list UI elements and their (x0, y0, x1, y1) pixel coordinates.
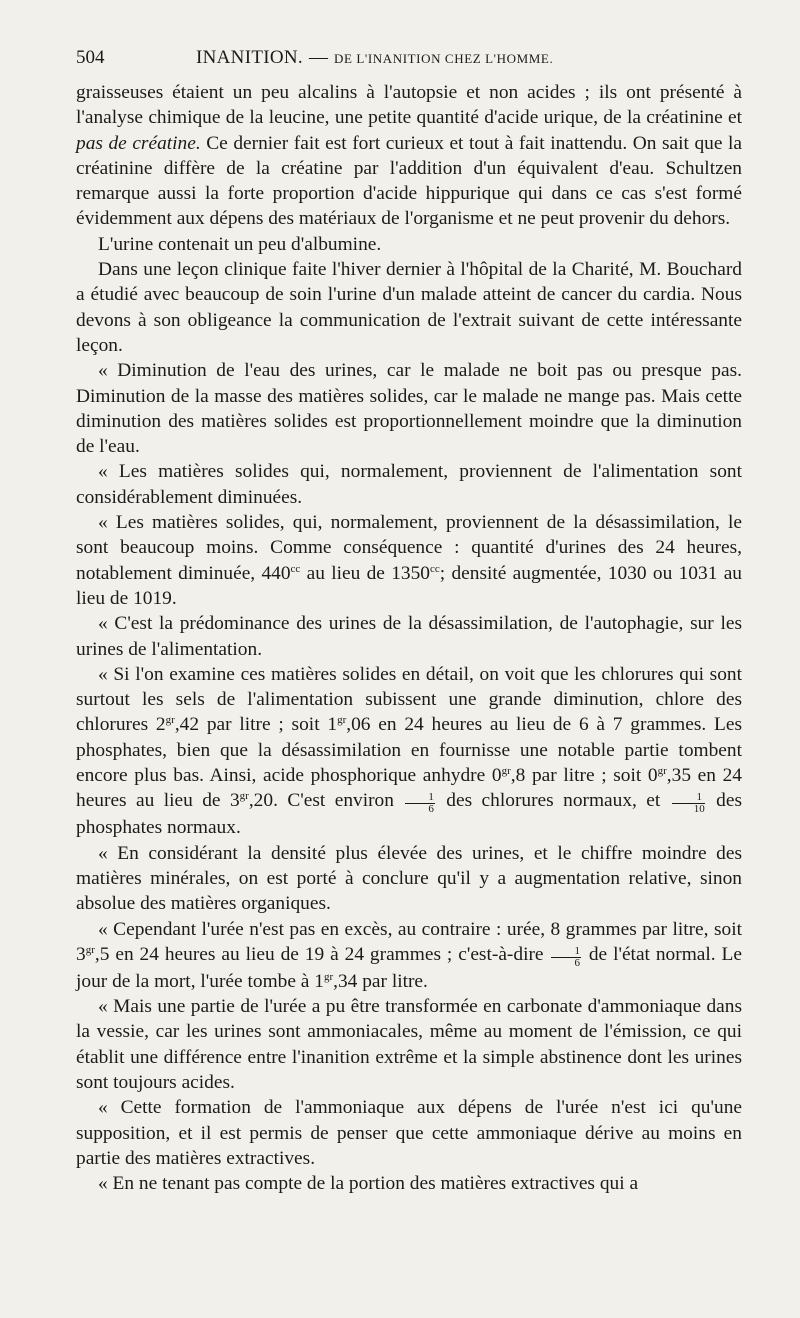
fraction-numerator: 1 (405, 792, 435, 804)
superscript-unit: gr (501, 765, 511, 778)
fraction (551, 946, 581, 969)
paragraph-10 (76, 917, 742, 995)
text-run: graisseuses étaient un peu alcalins à l'autopsie et non acides ; ils ont présenté à l'analyse chimique de la leucine, une petite quantité d'acide urique, de la créatinine et (76, 82, 742, 129)
paragraph-2: L'urine contenait un peu d'albumine. (98, 233, 382, 255)
text-run: ; densité augmentée, 1030 ou 1031 au lieu de 1019. (76, 562, 742, 609)
fraction-denominator: 10 (693, 803, 705, 816)
paragraph-9: « En considérant la densité plus élevée des urines, et le chiffre moindre des matières minérales, on est porté à conclure qu'il y a augmentation relative, sinon absolue des matières organiques. (76, 842, 742, 915)
paragraph-11: « Mais une partie de l'urée a pu être transformée en carbonate d'ammoniaque dans la vessie, car les urines sont ammoniacales, même au moment de l'émission, ce qui établit une différence entre l'inanition extrême et la simple abstinence dont les urines sont toujours acides. (76, 996, 742, 1093)
paragraph-13: « En ne tenant pas compte de la portion des matières extractives qui a (98, 1173, 639, 1195)
superscript-unit: gr (337, 714, 347, 727)
paragraph-3: Dans une leçon clinique faite l'hiver dernier à l'hôpital de la Charité, M. Bouchard a étudié avec beaucoup de soin l'urine d'un malade atteint de cancer du cardia. Nous devons à son obligeance la communication de l'extrait suivant de cette intéressante leçon. (76, 259, 742, 356)
superscript-unit: gr (165, 714, 175, 727)
paragraph-5: « Les matières solides qui, normalement, proviennent de l'alimentation sont considérablement diminuées. (76, 461, 742, 508)
body-text (76, 80, 742, 1196)
text-run: ,42 par litre ; soit 1 (174, 714, 338, 736)
fraction-denominator: 6 (574, 956, 580, 969)
superscript-unit: gr (239, 790, 249, 803)
fraction (405, 792, 435, 815)
text-run: Ce dernier fait est fort curieux et tout à fait inattendu. On sait que la créatinine diffère de la créatine par l'addition d'un équivalent d'eau. Schultzen remarque aussi la forte proportion d'acide hippurique qui dans ce cas s'est formé évidemment aux dépens des matériaux de l'organisme et ne peut provenir du dehors. (76, 132, 743, 230)
text-run: des chlorures normaux, et (436, 790, 670, 812)
paragraph-12: « Cette formation de l'ammoniaque aux dépens de l'urée n'est ici qu'une supposition, et il est permis de penser que cette ammoniaque dérive au moins en partie des matières extractives. (76, 1097, 742, 1169)
header-separator: — (308, 47, 328, 68)
superscript-unit: gr (657, 765, 667, 778)
page-number: 504 (76, 47, 105, 68)
paragraph-6 (76, 510, 742, 611)
text-run: « Cependant l'urée n'est pas en excès, au contraire : urée, 8 grammes par litre, soit 3 (76, 918, 742, 965)
text-run: des phosphates normaux. (76, 790, 742, 839)
paragraph-1 (76, 80, 742, 232)
superscript-unit: gr (323, 970, 334, 983)
running-title: INANITION. (196, 47, 303, 68)
running-subtitle: DE L'INANITION CHEZ L'HOMME. (333, 51, 554, 66)
superscript-unit: cc (430, 562, 440, 575)
italic-text: pas de créatine. (76, 132, 201, 154)
text-run: de l'état normal. Le jour de la mort, l'urée tombe à 1 (76, 943, 742, 992)
fraction-numerator: 1 (551, 946, 581, 958)
text-run: ,8 par litre ; soit 0 (510, 765, 658, 787)
text-run: ,35 en 24 heures au lieu de 3 (76, 765, 742, 812)
fraction-numerator: 1 (672, 792, 705, 804)
text-run: ,5 en 24 heures au lieu de 19 à 24 grammes ; c'est-à-dire (94, 943, 550, 965)
text-run: au lieu de 1350 (300, 562, 430, 584)
text-run: « Si l'on examine ces matières solides en détail, on voit que les chlorures qui sont surtout les sels de l'alimentation subissent une grande diminution, chlore des chlorures 2 (76, 663, 742, 736)
text-run: ,06 en 24 heures au lieu de 6 à 7 grammes. Les phosphates, bien que la désassimilation en fournisse une notable partie tombent encore plus bas. Ainsi, acide phosphorique anhydre 0 (76, 714, 742, 787)
text-run: « Les matières solides, qui, normalement, proviennent de la désassimilation, le sont beaucoup moins. Comme conséquence : quantité d'urines des 24 heures, notablement diminuée, 440 (76, 512, 742, 584)
running-header (76, 46, 746, 71)
text-run: ,34 par litre. (333, 970, 428, 992)
text-run: ,20. C'est environ (248, 790, 404, 812)
paragraph-8 (76, 662, 742, 841)
superscript-unit: cc (290, 562, 301, 575)
fraction (672, 792, 705, 815)
superscript-unit: gr (85, 943, 95, 956)
paragraph-7: « C'est la prédominance des urines de la désassimilation, de l'autophagie, sur les urines de l'alimentation. (76, 613, 742, 660)
paragraph-4: « Diminution de l'eau des urines, car le malade ne boit pas ou presque pas. Diminution de la masse des matières solides, car le malade ne mange pas. Mais cette diminution des matières solides est proportionnellement moindre que la diminution de l'eau. (76, 360, 742, 458)
fraction-denominator: 6 (428, 803, 434, 816)
